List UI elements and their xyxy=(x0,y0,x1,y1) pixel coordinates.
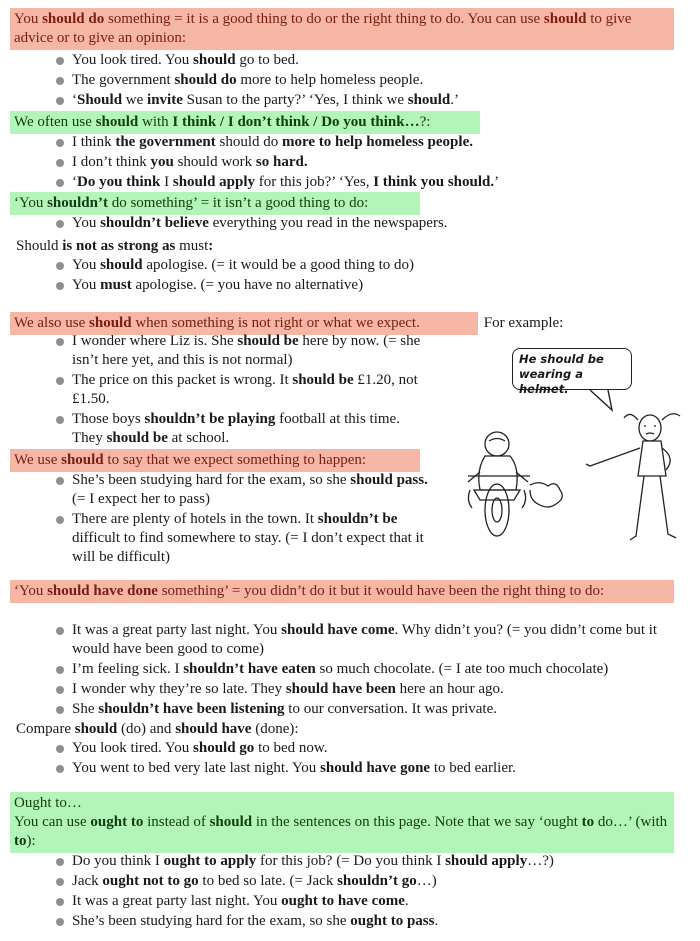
bold-text: should do xyxy=(42,11,105,27)
bold-text: should have done xyxy=(47,583,158,599)
text-segment: to bed now. xyxy=(254,740,328,756)
text-segment: ‘You xyxy=(14,583,48,599)
bold-text: should go xyxy=(193,740,255,756)
text-segment: so much chocolate. (= I ate too much chocolate) xyxy=(315,661,609,677)
text-segment: apologise. (= it would be a good thing to do) xyxy=(142,257,414,273)
text-segment: ‘ xyxy=(72,92,77,108)
section-1-heading xyxy=(10,8,674,50)
text-segment: …?) xyxy=(527,853,554,869)
bold-text: shouldn’t be xyxy=(317,511,398,527)
example-item xyxy=(52,332,430,370)
text-segment: I’m feeling sick. I xyxy=(72,661,184,677)
example-item xyxy=(52,680,682,699)
text-segment: She’s been studying hard for the exam, so she xyxy=(72,913,351,929)
example-item xyxy=(52,759,682,778)
example-item xyxy=(52,660,682,679)
text-segment: We use xyxy=(14,452,62,468)
bold-text: should apply xyxy=(445,853,528,869)
bold-text: ought to apply xyxy=(163,853,257,869)
text-segment: in the sentences on this page. Note that we say ‘ought xyxy=(252,814,582,830)
text-segment: to say that we expect something to happen: xyxy=(103,452,367,468)
text-segment: You xyxy=(14,11,43,27)
bold-text: I think you should. xyxy=(373,174,495,190)
bold-text: shouldn’t go xyxy=(337,873,417,889)
bold-text: should apply xyxy=(172,174,256,190)
bold-text: I think / I don’t think / Do you think… xyxy=(172,114,420,130)
text-segment: I don’t think xyxy=(72,154,147,170)
example-item xyxy=(52,91,662,110)
bold-text: shouldn’t have eaten xyxy=(183,661,316,677)
section-6-examples xyxy=(52,471,430,568)
bold-text: to xyxy=(581,814,595,830)
example-item xyxy=(52,371,430,409)
section-9-title: Ought to… xyxy=(14,795,82,811)
bold-text: should have come xyxy=(281,622,395,638)
text-segment: We also use xyxy=(14,315,90,331)
section-3-examples xyxy=(52,214,662,234)
example-item xyxy=(52,153,662,172)
text-segment: everything you read in the newspapers. xyxy=(208,215,448,231)
section-2-examples xyxy=(52,133,662,193)
speech-bubble: He should be wearing a helmet. xyxy=(512,348,632,390)
text-segment: …) xyxy=(416,873,437,889)
text-segment: should do xyxy=(219,134,279,150)
text-segment: difficult to find somewhere to stay. (= I don’t expect that it will be difficult) xyxy=(72,530,424,565)
text-segment: The government xyxy=(72,72,175,88)
text-segment: Do you think I xyxy=(72,853,164,869)
section-3-heading xyxy=(10,192,420,215)
bold-text: should be xyxy=(106,430,168,446)
motorcyclist-drawing xyxy=(468,432,562,536)
text-segment: here by now. (= she isn’t here yet, and this is not normal) xyxy=(72,333,421,368)
bold-text: should have gone xyxy=(320,760,431,776)
section-4-examples xyxy=(52,256,662,296)
section-8-intro xyxy=(16,720,616,739)
text-segment: to give advice or to give an opinion: xyxy=(14,11,632,46)
bold-text: shouldn’t believe xyxy=(100,215,209,231)
section-1-examples xyxy=(52,51,662,111)
example-item xyxy=(52,872,682,891)
example-item xyxy=(52,621,682,659)
text-segment: She’s been studying hard for the exam, so she xyxy=(72,472,351,488)
text-segment: for this job? (= Do you think I xyxy=(256,853,446,869)
section-9-text xyxy=(14,813,670,851)
bold-text: to xyxy=(14,833,27,849)
bold-text: more to help homeless people. xyxy=(278,134,473,150)
text-segment: apologise. (= you have no alternative) xyxy=(131,277,364,293)
bold-text: shouldn’t xyxy=(47,195,108,211)
text-segment: (done): xyxy=(251,721,299,737)
text-segment: instead of xyxy=(143,814,210,830)
text-segment: You xyxy=(72,257,101,273)
example-item xyxy=(52,892,682,911)
text-segment: ‘ xyxy=(72,174,77,190)
section-5-examples xyxy=(52,332,430,449)
bold-text: should xyxy=(74,721,118,737)
bold-text: so hard. xyxy=(252,154,308,170)
section-8-examples xyxy=(52,739,682,779)
bold-text: is not as strong as xyxy=(58,238,180,254)
bold-text: must xyxy=(100,277,132,293)
text-segment: to bed earlier. xyxy=(430,760,516,776)
text-segment: at school. xyxy=(167,430,230,446)
text-segment: ’ xyxy=(494,174,500,190)
text-segment: to our conversation. It was private. xyxy=(284,701,497,717)
bold-text: should be xyxy=(237,333,299,349)
bold-text: shouldn’t be playing xyxy=(144,411,276,427)
text-segment: It was a great party last night. You xyxy=(72,622,282,638)
text-segment: for this job?’ ‘Yes, xyxy=(255,174,374,190)
bold-text: ought not to go xyxy=(102,873,199,889)
bold-text: : xyxy=(208,238,214,254)
text-segment: more to help homeless people. xyxy=(236,72,424,88)
text-segment: to bed so late. (= Jack xyxy=(198,873,338,889)
text-segment: You can use xyxy=(14,814,91,830)
speech-bubble-tail xyxy=(590,390,612,410)
text-segment: here an hour ago. xyxy=(395,681,504,697)
bold-text: Do you think xyxy=(77,174,161,190)
section-7-examples xyxy=(52,621,682,720)
bold-text: should xyxy=(100,257,143,273)
bold-text: ought to xyxy=(90,814,144,830)
text-segment: go to bed. xyxy=(235,52,299,68)
text-segment: I wonder why they’re so late. They xyxy=(72,681,286,697)
text-segment: There are plenty of hotels in the town. It xyxy=(72,511,318,527)
text-segment: You went to bed very late last night. You xyxy=(72,760,321,776)
section-5-heading-continuation: For example: xyxy=(480,315,564,331)
example-item xyxy=(52,276,662,295)
bold-text: should pass. xyxy=(350,472,428,488)
text-segment: do something’ = it isn’t a good thing to do: xyxy=(107,195,369,211)
bold-text: the government xyxy=(111,134,220,150)
example-item xyxy=(52,471,430,509)
text-segment: The price on this packet is wrong. It xyxy=(72,372,293,388)
section-7-heading xyxy=(10,580,674,603)
bold-text: invite xyxy=(147,92,183,108)
section-9-examples xyxy=(52,852,682,932)
text-segment: I xyxy=(160,174,173,190)
bold-text: you xyxy=(146,154,178,170)
example-item xyxy=(52,510,430,567)
illustration xyxy=(440,340,690,560)
bold-text: should xyxy=(89,315,132,331)
bold-text: Should xyxy=(77,92,123,108)
bold-text: should xyxy=(61,452,104,468)
bold-text: should xyxy=(209,814,253,830)
bold-text: should xyxy=(407,92,451,108)
girl-drawing xyxy=(586,414,680,540)
bold-text: shouldn’t have been listening xyxy=(98,701,285,717)
text-segment: We often use xyxy=(14,114,96,130)
text-segment: football at this time. They xyxy=(72,411,400,446)
section-4-intro xyxy=(16,237,616,256)
text-segment: You xyxy=(72,215,101,231)
text-segment: £1.20, not £1.50. xyxy=(72,372,418,407)
text-segment: I think xyxy=(72,134,112,150)
section-2-heading xyxy=(10,111,480,134)
text-segment: we xyxy=(122,92,148,108)
section-9-box xyxy=(10,792,674,853)
text-segment: She xyxy=(72,701,99,717)
bold-text: should xyxy=(543,11,587,27)
bold-text: ought to pass xyxy=(350,913,435,929)
text-segment: Those boys xyxy=(72,411,145,427)
text-segment: with xyxy=(138,114,173,130)
section-6-heading xyxy=(10,449,420,472)
text-segment: Susan to the party?’ ‘Yes, I think we xyxy=(182,92,408,108)
example-item xyxy=(52,852,682,871)
example-item xyxy=(52,410,430,448)
example-item xyxy=(52,256,662,275)
text-segment: Should xyxy=(16,238,59,254)
bold-text: should xyxy=(193,52,236,68)
text-segment: You xyxy=(72,277,101,293)
text-segment: should work xyxy=(177,154,253,170)
example-item xyxy=(52,912,682,931)
text-segment: do…’ (with xyxy=(594,814,668,830)
example-item xyxy=(52,173,662,192)
text-segment: when something is not right or what we expect. xyxy=(131,315,420,331)
example-item xyxy=(52,133,662,152)
text-segment: . Why didn’t you? (= you didn’t come but it would have been good to come) xyxy=(72,622,658,657)
bold-text: should have been xyxy=(285,681,396,697)
bold-text: ought to have come xyxy=(281,893,405,909)
text-segment: something’ = you didn’t do it but it would have been the right thing to do: xyxy=(157,583,605,599)
text-segment: (= I expect her to pass) xyxy=(72,491,210,507)
example-item xyxy=(52,739,682,758)
bold-text: should xyxy=(95,114,139,130)
example-item xyxy=(52,51,662,70)
text-segment: ‘You xyxy=(14,195,48,211)
text-segment: (do) and xyxy=(117,721,176,737)
example-item xyxy=(52,700,682,719)
text-segment: Compare xyxy=(16,721,75,737)
text-segment: . xyxy=(434,913,439,929)
text-segment: ): xyxy=(26,833,36,849)
text-segment: You look tired. You xyxy=(72,52,194,68)
text-segment: It was a great party last night. You xyxy=(72,893,282,909)
text-segment: something = it is a good thing to do or the right thing to do. You can use xyxy=(104,11,544,27)
text-segment: .’ xyxy=(450,92,460,108)
text-segment: You look tired. You xyxy=(72,740,194,756)
text-segment: . xyxy=(404,893,409,909)
example-item xyxy=(52,214,662,233)
text-segment: Jack xyxy=(72,873,103,889)
bold-text: should do xyxy=(174,72,237,88)
bold-text: should have xyxy=(175,721,252,737)
text-segment: ?: xyxy=(419,114,431,130)
text-segment: I wonder where Liz is. She xyxy=(72,333,238,349)
bold-text: should be xyxy=(292,372,354,388)
example-item xyxy=(52,71,662,90)
text-segment: must xyxy=(179,238,209,254)
